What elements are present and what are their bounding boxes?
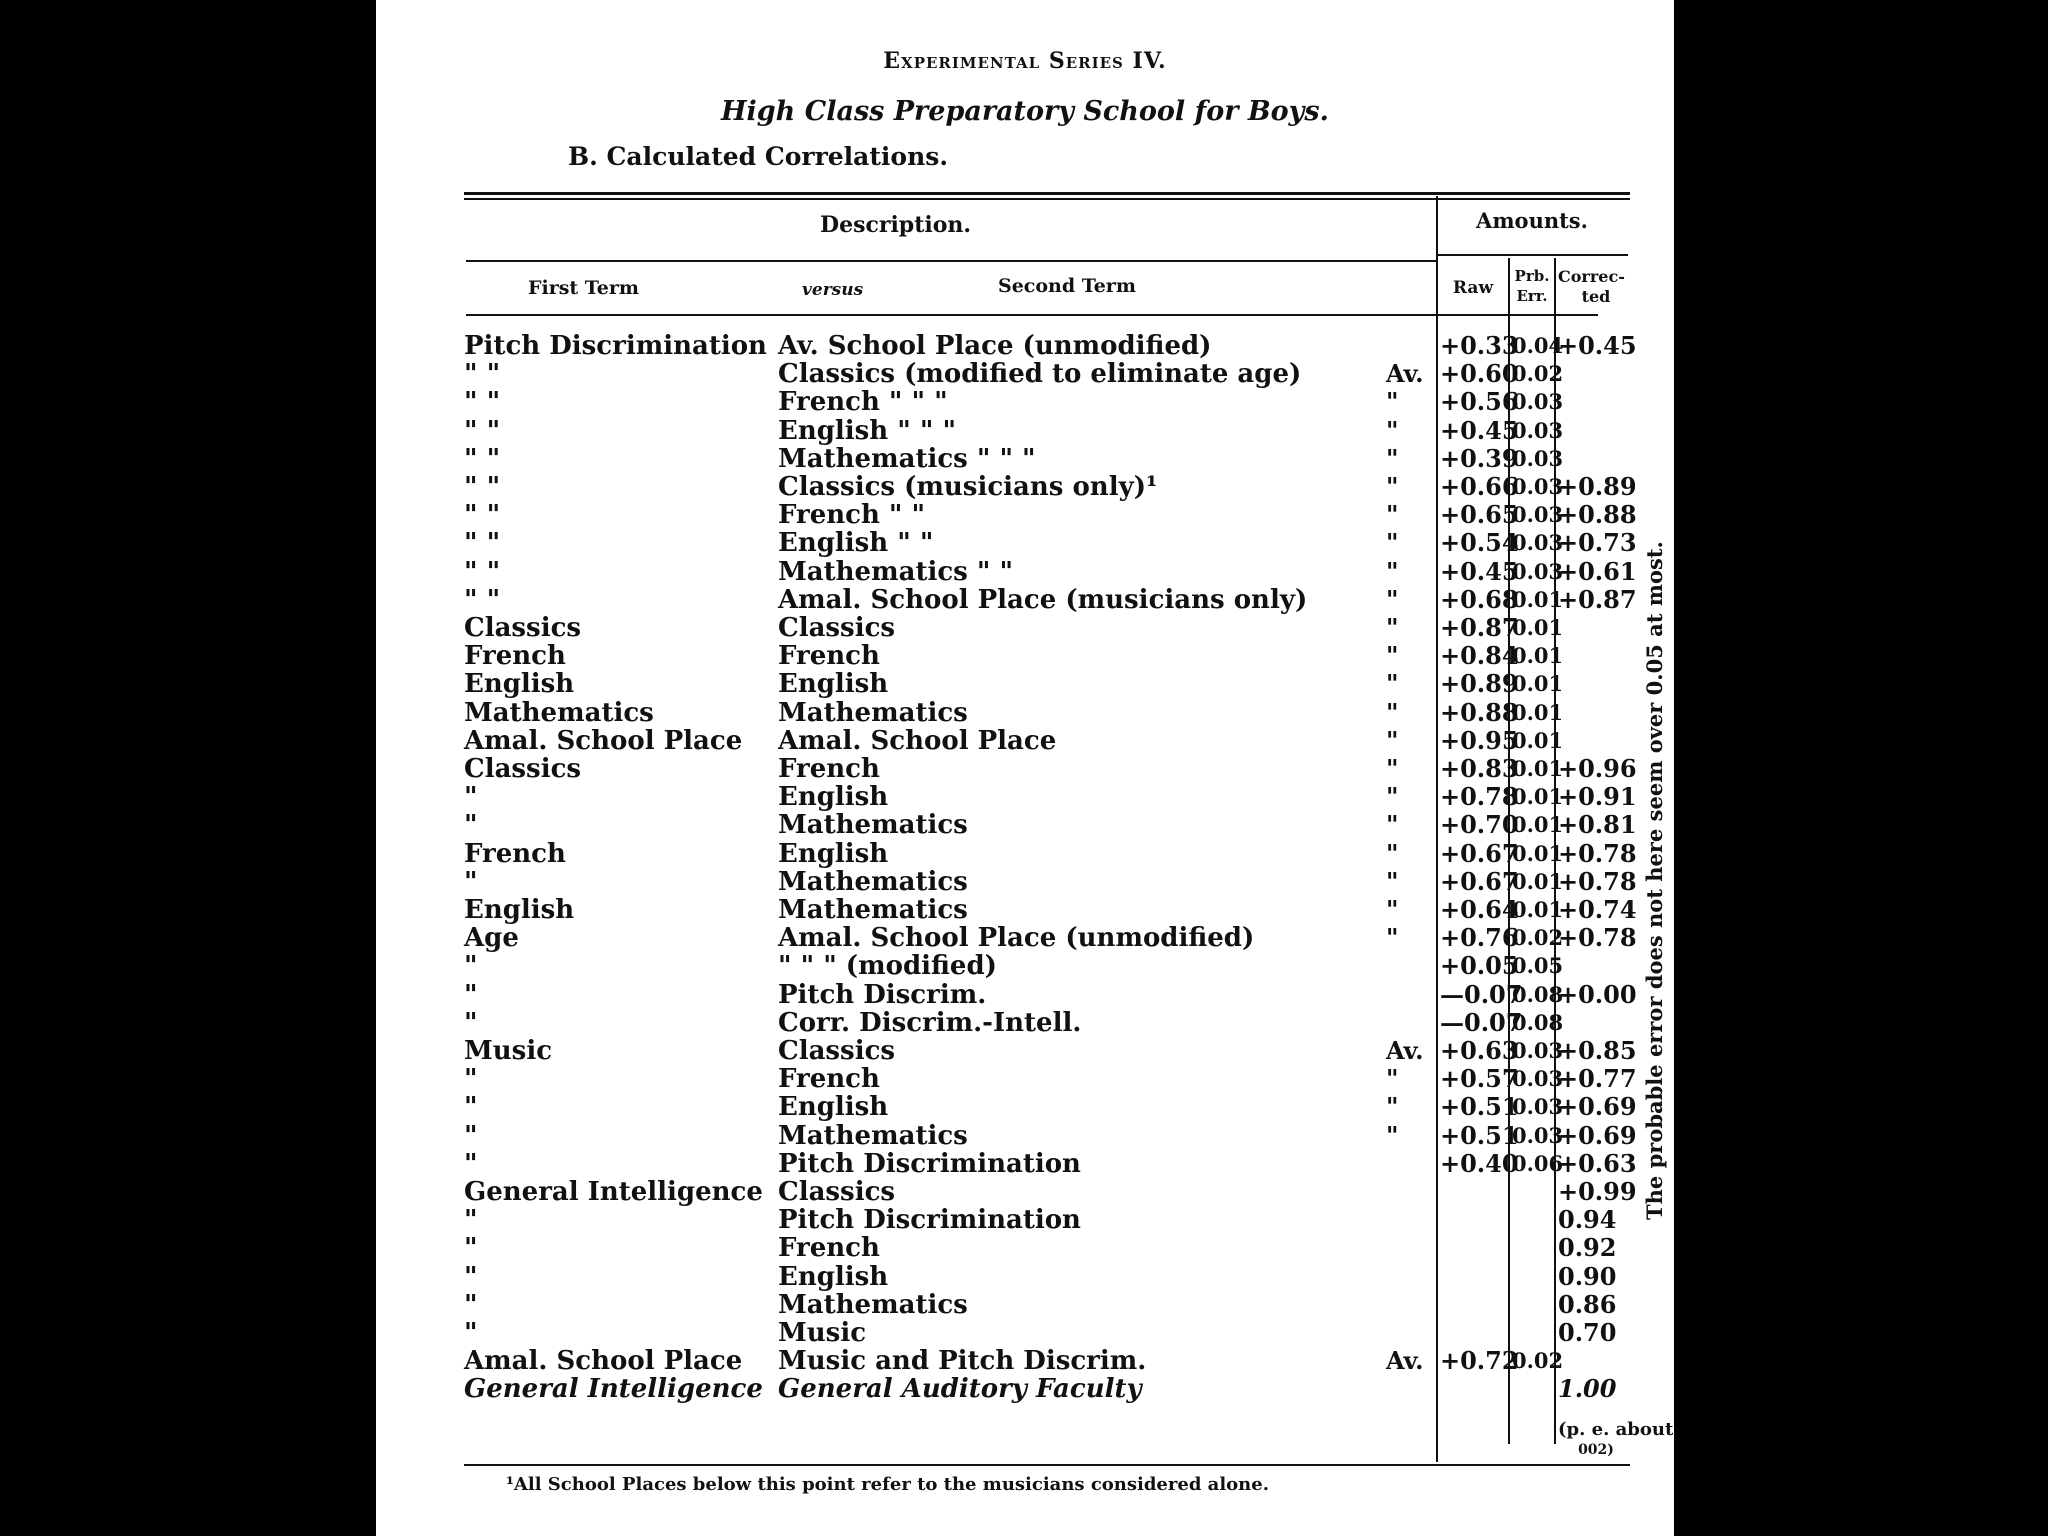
row-second-term: Mathematics	[778, 697, 968, 728]
row-raw-value: —0.07	[1440, 979, 1523, 1009]
row-raw-value: +0.89	[1440, 669, 1519, 699]
row-mark: "	[1386, 443, 1399, 473]
row-probable-error: 0.01	[1512, 840, 1564, 866]
header-versus: versus	[802, 280, 864, 300]
row-first-term: French	[464, 641, 566, 672]
row-corrected-value: +0.91	[1558, 782, 1637, 812]
row-corrected-value: +0.77	[1558, 1064, 1637, 1094]
row-raw-value: +0.72	[1440, 1346, 1519, 1376]
row-probable-error: 0.03	[1512, 1122, 1564, 1148]
row-second-term: Classics	[778, 1036, 896, 1066]
row-second-term: Amal. School Place (unmodified)	[778, 923, 1255, 954]
row-second-term: Classics	[778, 613, 896, 643]
row-corrected-value: +0.61	[1558, 556, 1637, 586]
row-probable-error: 0.02	[1512, 925, 1564, 951]
row-second-term: General Auditory Faculty	[778, 1374, 1142, 1405]
row-mark: "	[1386, 697, 1399, 727]
row-probable-error: 0.03	[1512, 502, 1564, 528]
row-raw-value: +0.57	[1440, 1064, 1519, 1094]
row-raw-value: —0.07	[1440, 1007, 1523, 1037]
row-raw-value: +0.60	[1440, 359, 1519, 389]
row-mark: "	[1386, 1064, 1399, 1094]
row-second-term: Mathematics	[778, 810, 968, 841]
row-raw-value: +0.51	[1440, 1120, 1519, 1150]
header-corrected-2: ted	[1581, 287, 1611, 306]
row-second-term: Pitch Discrim.	[778, 979, 987, 1010]
row-second-term: Classics (musicians only)¹	[778, 472, 1158, 502]
row-second-term: Amal. School Place	[778, 725, 1057, 756]
header-prb-err-2: Err.	[1516, 287, 1548, 305]
row-first-term: French	[464, 838, 566, 869]
header-corrected-1: Correc-	[1558, 267, 1625, 286]
row-first-term: Music	[464, 1036, 553, 1066]
row-corrected-value: +0.63	[1558, 1148, 1637, 1178]
row-second-term: Mathematics	[778, 1289, 968, 1320]
row-mark: "	[1386, 556, 1399, 586]
row-first-term: Age	[464, 923, 519, 954]
row-mark: "	[1386, 725, 1399, 755]
row-first-term: General Intelligence	[464, 1177, 763, 1207]
header-description: Description.	[820, 212, 972, 238]
row-corrected-value: 0.92	[1558, 1233, 1617, 1263]
row-raw-value: +0.68	[1440, 584, 1519, 614]
row-probable-error: 0.02	[1512, 361, 1564, 387]
row-mark: "	[1386, 782, 1399, 812]
row-mark: "	[1386, 866, 1399, 896]
row-probable-error: 0.01	[1512, 586, 1564, 612]
row-second-term: English " "	[778, 528, 934, 559]
row-raw-value: +0.70	[1440, 810, 1519, 840]
row-probable-error: 0.01	[1512, 868, 1564, 894]
row-first-term: "	[464, 1205, 478, 1236]
row-raw-value: +0.67	[1440, 838, 1519, 868]
row-corrected-value: +0.00	[1558, 979, 1637, 1009]
row-mark: "	[1386, 895, 1399, 924]
row-probable-error: 0.03	[1512, 417, 1564, 443]
row-second-term: English " " "	[778, 415, 956, 446]
header-first-term: First Term	[528, 277, 639, 299]
row-probable-error: 0.03	[1512, 1094, 1564, 1120]
row-mark: "	[1386, 1092, 1399, 1122]
row-second-term: English	[778, 1261, 889, 1292]
row-second-term: Av. School Place (unmodified)	[778, 331, 1212, 361]
row-first-term: "	[464, 1007, 478, 1038]
row-corrected-value: 0.94	[1558, 1205, 1617, 1235]
footnote: ¹All School Places below this point refer to the musicians considered alone.	[506, 1474, 1269, 1495]
row-second-term: French " "	[778, 500, 926, 531]
row-corrected-value: +0.78	[1558, 838, 1637, 868]
header-amounts: Amounts.	[1476, 208, 1588, 233]
row-first-term: General Intelligence	[464, 1374, 763, 1405]
row-first-term: " "	[464, 415, 501, 446]
row-probable-error: 0.03	[1512, 1038, 1564, 1063]
page-title: Experimental Series IV.	[883, 48, 1167, 74]
row-corrected-value: +0.45	[1558, 331, 1637, 360]
row-probable-error: 0.02	[1512, 1348, 1564, 1374]
row-raw-value: +0.56	[1440, 387, 1519, 417]
row-first-term: " "	[464, 528, 501, 559]
row-first-term: "	[464, 866, 478, 897]
row-mark: "	[1386, 472, 1399, 501]
row-probable-error: 0.03	[1512, 389, 1564, 415]
row-probable-error: 0.01	[1512, 812, 1564, 838]
row-second-term: Mathematics	[778, 866, 968, 897]
row-corrected-value: +0.99	[1558, 1177, 1637, 1206]
row-raw-value: +0.83	[1440, 754, 1519, 783]
row-raw-value: +0.63	[1440, 1036, 1519, 1065]
row-first-term: "	[464, 1289, 478, 1320]
row-mark: "	[1386, 810, 1399, 840]
row-corrected-value: +0.74	[1558, 895, 1637, 924]
row-second-term: French	[778, 641, 880, 672]
row-second-term: French	[778, 754, 880, 784]
document-page	[376, 0, 1674, 1536]
row-first-term: " "	[464, 359, 501, 390]
row-corrected-value: +0.78	[1558, 923, 1637, 953]
row-corrected-value: +0.69	[1558, 1120, 1637, 1150]
row-probable-error: 0.03	[1512, 1066, 1564, 1092]
row-raw-value: +0.64	[1440, 895, 1519, 924]
row-corrected-value: +0.89	[1558, 472, 1637, 501]
row-corrected-value: +0.87	[1558, 584, 1637, 614]
row-probable-error: 0.03	[1512, 530, 1564, 556]
row-raw-value: +0.40	[1440, 1148, 1519, 1178]
row-raw-value: +0.33	[1440, 331, 1519, 360]
row-first-term: "	[464, 1092, 478, 1123]
row-mark: Av.	[1386, 1036, 1424, 1065]
row-second-term: English	[778, 669, 889, 700]
row-mark: "	[1386, 923, 1399, 953]
header-second-term: Second Term	[998, 275, 1136, 297]
row-second-term: Amal. School Place (musicians only)	[778, 584, 1308, 615]
row-mark: Av.	[1386, 1346, 1424, 1376]
row-corrected-value: +0.88	[1558, 500, 1637, 530]
row-first-term: " "	[464, 556, 501, 587]
row-mark: "	[1386, 387, 1399, 417]
row-corrected-value: +0.78	[1558, 866, 1637, 896]
row-first-term: "	[464, 1120, 478, 1151]
row-second-term: English	[778, 838, 889, 869]
row-second-term: Corr. Discrim.-Intell.	[778, 1007, 1082, 1038]
section-label: B. Calculated Correlations.	[568, 142, 949, 171]
row-mark: "	[1386, 500, 1399, 530]
correlation-table-rows	[376, 0, 1674, 1536]
row-first-term: " "	[464, 443, 501, 474]
row-mark: "	[1386, 838, 1399, 868]
row-mark: "	[1386, 415, 1399, 445]
row-second-term: Mathematics " " "	[778, 443, 1036, 474]
row-raw-value: +0.87	[1440, 613, 1519, 642]
row-probable-error: 0.06	[1512, 1150, 1564, 1176]
row-second-term: French	[778, 1064, 880, 1095]
row-corrected-value: +0.85	[1558, 1036, 1637, 1065]
row-first-term: " "	[464, 472, 501, 502]
row-raw-value: +0.78	[1440, 782, 1519, 812]
row-probable-error: 0.01	[1512, 671, 1564, 697]
row-first-term: "	[464, 810, 478, 841]
row-raw-value: +0.45	[1440, 556, 1519, 586]
row-corrected-value: +0.69	[1558, 1092, 1637, 1122]
row-probable-error: 0.05	[1512, 953, 1564, 979]
row-raw-value: +0.65	[1440, 500, 1519, 530]
row-second-term: Music and Pitch Discrim.	[778, 1346, 1147, 1377]
row-raw-value: +0.66	[1440, 472, 1519, 501]
row-mark: "	[1386, 528, 1399, 558]
row-corrected-value: +0.81	[1558, 810, 1637, 840]
row-first-term: Pitch Discrimination	[464, 331, 767, 361]
pe-note-line2: 002)	[1578, 1442, 1614, 1458]
row-first-term: "	[464, 1261, 478, 1292]
row-probable-error: 0.01	[1512, 643, 1564, 669]
header-prb-err-1: Prb.	[1514, 267, 1550, 285]
row-probable-error: 0.01	[1512, 897, 1564, 922]
row-mark: "	[1386, 584, 1399, 614]
row-probable-error: 0.01	[1512, 699, 1564, 725]
row-first-term: Mathematics	[464, 697, 654, 728]
row-probable-error: 0.04	[1512, 333, 1564, 358]
row-second-term: Classics	[778, 1177, 896, 1207]
row-first-term: "	[464, 1064, 478, 1095]
row-probable-error: 0.01	[1512, 615, 1564, 640]
row-raw-value: +0.39	[1440, 443, 1519, 473]
row-probable-error: 0.01	[1512, 784, 1564, 810]
row-raw-value: +0.67	[1440, 866, 1519, 896]
row-raw-value: +0.51	[1440, 1092, 1519, 1122]
row-raw-value: +0.95	[1440, 725, 1519, 755]
row-second-term: French " " "	[778, 387, 948, 418]
row-first-term: "	[464, 1233, 478, 1264]
row-second-term: Mathematics	[778, 1120, 968, 1151]
row-corrected-value: +0.96	[1558, 754, 1637, 783]
row-probable-error: 0.08	[1512, 1009, 1564, 1035]
row-second-term: French	[778, 1233, 880, 1264]
pe-note-line1: (p. e. about	[1558, 1419, 1674, 1440]
page-subtitle: High Class Preparatory School for Boys.	[721, 96, 1329, 127]
header-raw: Raw	[1452, 278, 1494, 298]
row-first-term: Classics	[464, 754, 582, 784]
row-first-term: "	[464, 1148, 478, 1179]
row-first-term: Amal. School Place	[464, 725, 743, 756]
row-first-term: "	[464, 979, 478, 1010]
row-mark: Av.	[1386, 359, 1424, 389]
row-second-term: English	[778, 1092, 889, 1123]
row-second-term: " " " (modified)	[778, 951, 997, 982]
row-raw-value: +0.54	[1440, 528, 1519, 558]
row-second-term: Mathematics	[778, 895, 968, 925]
row-second-term: Pitch Discrimination	[778, 1205, 1081, 1236]
row-mark: "	[1386, 613, 1399, 642]
row-first-term: " "	[464, 584, 501, 615]
row-mark: "	[1386, 641, 1399, 671]
row-mark: "	[1386, 669, 1399, 699]
row-corrected-value: 0.86	[1558, 1289, 1617, 1319]
row-second-term: English	[778, 782, 889, 813]
row-corrected-value: 0.70	[1558, 1318, 1617, 1347]
row-raw-value: +0.45	[1440, 415, 1519, 445]
row-mark: "	[1386, 754, 1399, 783]
row-corrected-value: +0.73	[1558, 528, 1637, 558]
row-corrected-value: 0.90	[1558, 1261, 1617, 1291]
row-first-term: "	[464, 951, 478, 982]
row-probable-error: 0.01	[1512, 727, 1564, 753]
row-probable-error: 0.03	[1512, 558, 1564, 584]
row-first-term: Classics	[464, 613, 582, 643]
side-note-probable-error: The probable error does not here seem over 0.05 at most.	[1642, 541, 1667, 1220]
row-probable-error: 0.01	[1512, 756, 1564, 781]
row-first-term: "	[464, 782, 478, 813]
row-first-term: English	[464, 895, 575, 925]
row-first-term: English	[464, 669, 575, 700]
row-raw-value: +0.88	[1440, 697, 1519, 727]
row-second-term: Music	[778, 1318, 867, 1348]
row-second-term: Pitch Discrimination	[778, 1148, 1081, 1179]
row-probable-error: 0.03	[1512, 474, 1564, 499]
row-mark: "	[1386, 1120, 1399, 1150]
row-second-term: Mathematics " "	[778, 556, 1013, 587]
row-probable-error: 0.03	[1512, 445, 1564, 471]
row-first-term: "	[464, 1318, 478, 1348]
row-second-term: Classics (modified to eliminate age)	[778, 359, 1302, 390]
row-raw-value: +0.05	[1440, 951, 1519, 981]
row-corrected-value: 1.00	[1558, 1374, 1617, 1404]
row-first-term: Amal. School Place	[464, 1346, 743, 1377]
row-raw-value: +0.76	[1440, 923, 1519, 953]
row-first-term: " "	[464, 500, 501, 531]
row-raw-value: +0.84	[1440, 641, 1519, 671]
row-first-term: " "	[464, 387, 501, 418]
row-probable-error: 0.08	[1512, 981, 1564, 1007]
